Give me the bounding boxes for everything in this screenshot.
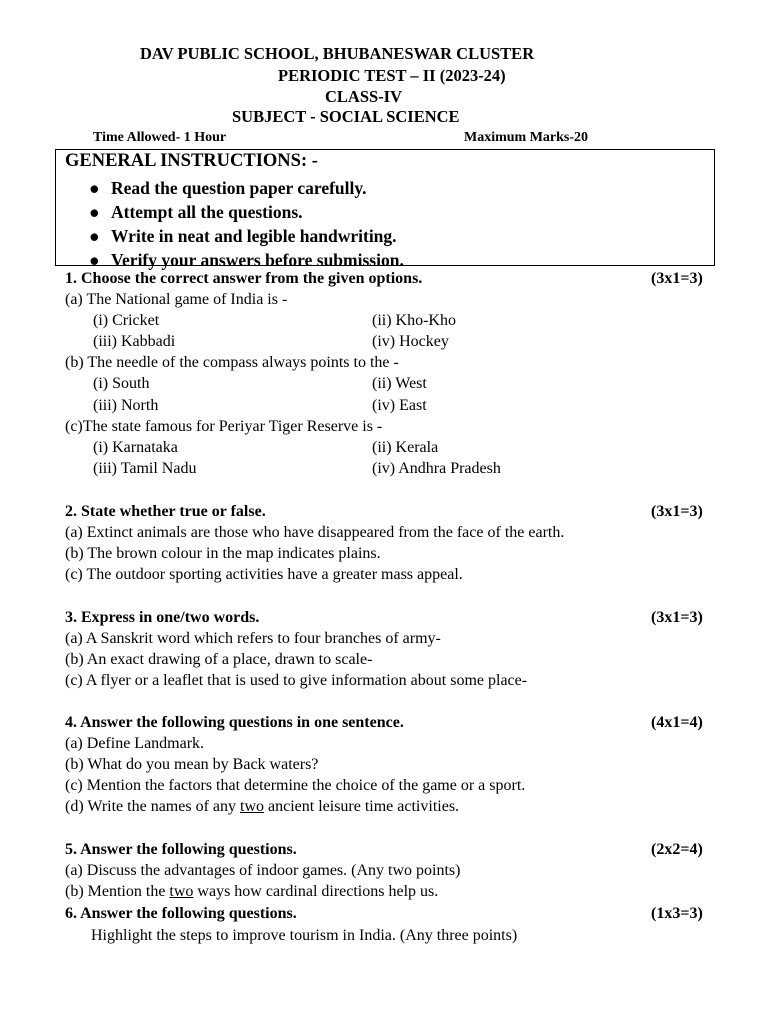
q1a-stem: (a) The National game of India is -: [65, 291, 288, 308]
instructions-title: GENERAL INSTRUCTIONS: -: [65, 151, 318, 171]
instruction-item: ● Write in neat and legible handwriting.: [89, 226, 397, 246]
general-instructions-box: [55, 149, 715, 270]
q1c-option: (iv) Andhra Pradesh: [372, 460, 501, 477]
q1a-option: (iii) Kabbadi: [93, 333, 176, 350]
q3-item: (b) An exact drawing of a place, drawn to scale-: [65, 651, 373, 668]
q4-item: (c) Mention the factors that determine the choice of the game or a sport.: [65, 777, 526, 794]
q2-item: (c) The outdoor sporting activities have a greater mass appeal.: [65, 566, 463, 583]
q2-item: (a) Extinct animals are those who have disappeared from the face of the earth.: [65, 524, 565, 541]
q5-title: 5. Answer the following questions.: [65, 841, 297, 858]
q1b-option: (iv) East: [372, 397, 427, 414]
q3-title: 3. Express in one/two words.: [65, 609, 260, 626]
time-allowed: Time Allowed- 1 Hour: [93, 130, 227, 145]
q5-marks: (2x2=4): [651, 841, 703, 858]
q3-item: (c) A flyer or a leaflet that is used to give information about some place-: [65, 672, 528, 689]
subject-label: SUBJECT - SOCIAL SCIENCE: [232, 107, 460, 126]
q4-marks: (4x1=4): [651, 714, 703, 731]
q2-item: (b) The brown colour in the map indicates plains.: [65, 545, 381, 562]
bullet-icon: ●: [89, 226, 100, 246]
class-label: CLASS-IV: [325, 87, 403, 106]
q6-title: 6. Answer the following questions.: [65, 905, 297, 922]
instruction-item: ● Verify your answers before submission.: [89, 250, 404, 270]
q1b-option: (i) South: [93, 375, 150, 392]
q1a-option: (iv) Hockey: [372, 333, 449, 350]
q3-item: (a) A Sanskrit word which refers to four branches of army-: [65, 630, 441, 647]
bullet-icon: ●: [89, 202, 100, 222]
instructions-list: [86, 176, 404, 272]
maximum-marks: Maximum Marks-20: [464, 130, 589, 145]
q1c-option: (iii) Tamil Nadu: [93, 460, 197, 477]
q5-item: (b) Mention the two ways how cardinal directions help us.: [65, 883, 439, 900]
q1c-stem: (c)The state famous for Periyar Tiger Reserve is -: [65, 418, 383, 435]
q1b-stem: (b) The needle of the compass always points to the -: [65, 354, 399, 371]
bullet-icon: ●: [89, 178, 100, 198]
q4-title: 4. Answer the following questions in one sentence.: [65, 714, 404, 731]
q2-title: 2. State whether true or false.: [65, 503, 266, 520]
q2-marks: (3x1=3): [651, 503, 703, 520]
q4-item: (d) Write the names of any two ancient leisure time activities.: [65, 798, 460, 815]
bullet-icon: ●: [89, 250, 100, 270]
q3-marks: (3x1=3): [651, 609, 703, 626]
q1c-option: (ii) Kerala: [372, 439, 439, 456]
q1b-option: (ii) West: [372, 375, 427, 392]
q1b-option: (iii) North: [93, 397, 159, 414]
q1-marks: (3x1=3): [651, 270, 703, 287]
instruction-item: ● Attempt all the questions.: [89, 202, 303, 222]
q5-item: (a) Discuss the advantages of indoor games. (Any two points): [65, 862, 461, 879]
school-name: DAV PUBLIC SCHOOL, BHUBANESWAR CLUSTER: [140, 44, 535, 63]
q6-item: Highlight the steps to improve tourism in India. (Any three points): [91, 927, 518, 944]
instruction-item: ● Read the question paper carefully.: [89, 178, 367, 198]
q1a-option: (ii) Kho-Kho: [372, 312, 456, 329]
q6-marks: (1x3=3): [651, 905, 703, 922]
q1c-option: (i) Karnataka: [93, 439, 178, 456]
q4-item: (a) Define Landmark.: [65, 735, 205, 752]
q1a-option: (i) Cricket: [93, 312, 160, 329]
q4-item: (b) What do you mean by Back waters?: [65, 756, 319, 773]
test-title: PERIODIC TEST – II (2023-24): [278, 66, 506, 85]
q1-title: 1. Choose the correct answer from the given options.: [65, 270, 423, 287]
